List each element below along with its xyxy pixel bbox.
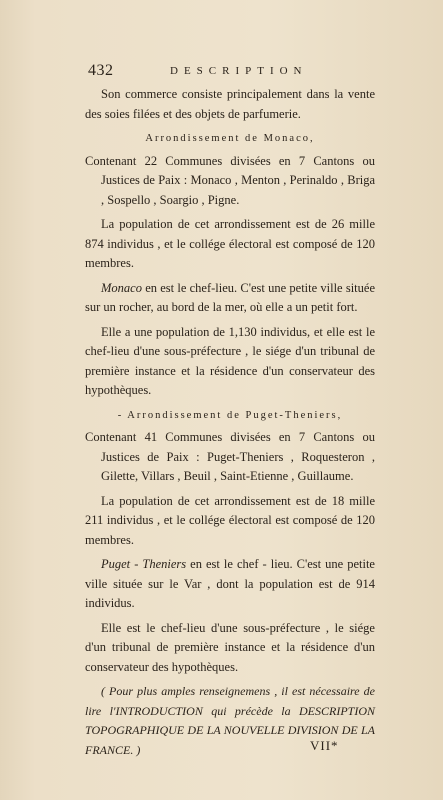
intro-paragraph: Son commerce consiste principalement dans la vente des soies filées et des objets de parfumerie. bbox=[85, 87, 375, 121]
puget-population: La population de cet arrondissement est de 18 mille 211 individus , et le collége électoral est composé de 120 membres. bbox=[85, 493, 375, 547]
monaco-name: Monaco bbox=[101, 280, 142, 295]
monaco-chef-lieu bbox=[85, 279, 375, 318]
puget-details: Elle est le chef-lieu d'une sous-préfecture , le siége d'un tribunal de première instance et la résidence d'un conservateur des hypothèques. bbox=[85, 620, 375, 674]
monaco-communes: Contenant 22 Communes divisées en 7 Cantons ou Justices de Paix : Monaco , Menton , Perinaldo , Briga , Sospello , Soargio , Pigne. bbox=[85, 153, 375, 207]
puget-communes: Contenant 41 Communes divisées en 7 Cantons ou Justices de Paix : Puget-Theniers , Roquesteron , Gilette, Villars , Beuil , Saint-Etienne , Guillaume. bbox=[85, 430, 375, 483]
signature-mark: VII* bbox=[310, 738, 339, 753]
puget-chef-lieu bbox=[85, 555, 375, 614]
page-body bbox=[85, 85, 375, 765]
section-heading-puget: - Arrondissement de Puget-Theniers, bbox=[117, 409, 343, 421]
monaco-chef-lieu-text: en est le chef-lieu. C'est une petite ville située sur un rocher, au bord de la mer, où elle a un petit fort. bbox=[85, 280, 375, 314]
monaco-details: Elle a une population de 1,130 individus, et elle est le chef-lieu d'une sous-préfecture , le siége d'un tribunal de première instance et la résidence d'un conservateur des hypothèques. bbox=[85, 324, 375, 397]
running-title: DESCRIPTION bbox=[170, 65, 308, 77]
page-number: 432 bbox=[88, 62, 114, 79]
puget-name: Puget - Theniers bbox=[101, 557, 187, 571]
monaco-population: La population de cet arrondissement est de 26 mille 874 individus , et le collége électoral est composé de 120 membres. bbox=[85, 217, 375, 270]
footnote: ( Pour plus amples renseignemens , il est nécessaire de lire l'INTRODUCTION qui précède la DESCRIPTION TOPOGRAPHIQUE DE LA NOUVELLE DIVISION DE LA FRANCE. ) bbox=[85, 684, 375, 757]
puget-chef-lieu-text: en est le chef - lieu. C'est une petite ville située sur le Var , dont la population est de 914 individus. bbox=[85, 557, 375, 610]
section-heading-monaco: Arrondissement de Monaco, bbox=[145, 133, 315, 144]
